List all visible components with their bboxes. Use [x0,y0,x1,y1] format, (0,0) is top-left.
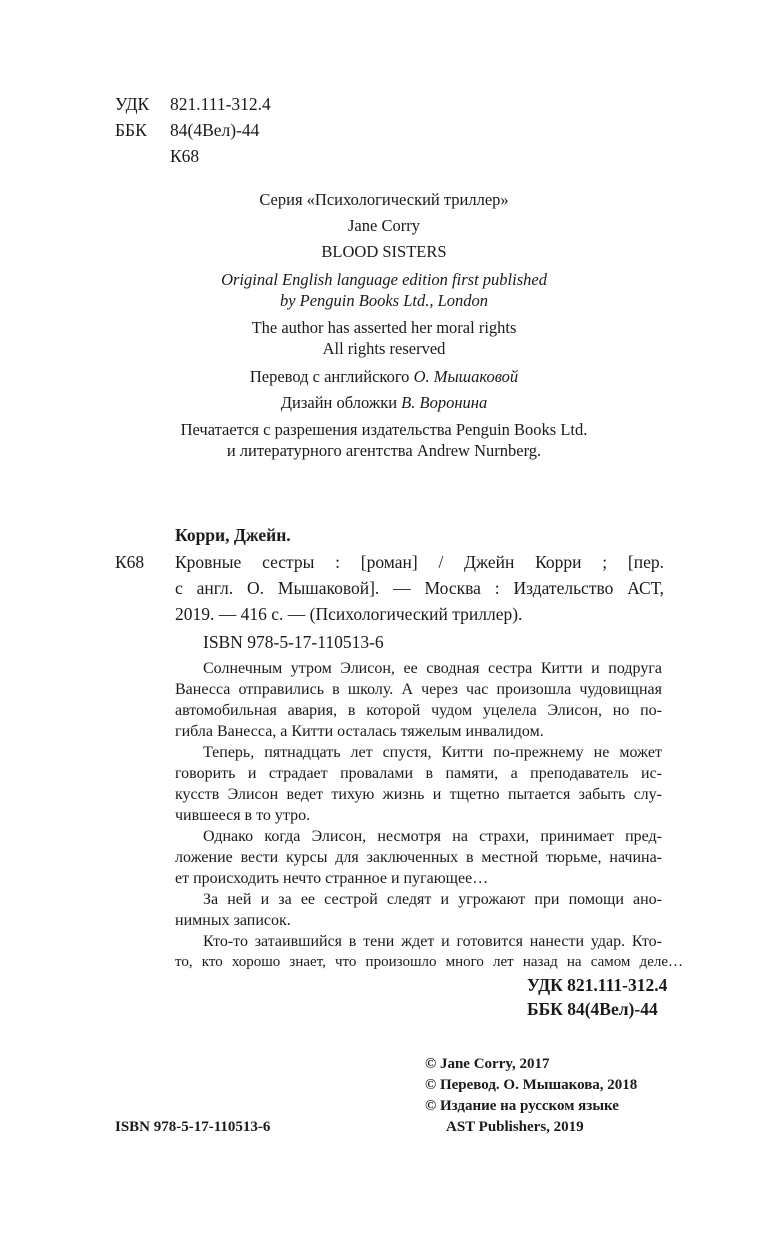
permission-line-2: и литературного агентства Andrew Nurnberg. [226,441,542,460]
annotation-p3-line-2: ложение вести курсы для заключенных в местной тюрьме, начина- [175,849,662,866]
annotation-p2-line-2: говорить и страдает провалами в памяти, а преподаватель ис- [175,765,662,782]
translation-prefix: Перевод с английского [249,367,410,386]
author-en: Jane Corry [348,216,420,235]
isbn-bottom: ISBN 978-5-17-110513-6 [115,1119,271,1135]
annotation-p4-line-1: За ней и за ее сестрой следят и угрожают при помощи ано- [203,891,662,908]
biblio-mark: К68 [115,552,145,572]
title-en: BLOOD SISTERS [321,242,447,261]
annotation-p2-line-4: чившееся в то утро. [175,807,311,824]
annotation-p3-line-3: ет происходить нечто странное и пугающее… [175,870,489,887]
annotation-p2-line-1: Теперь, пятнадцать лет спустя, Китти по-прежнему не может [203,744,662,761]
cover-designer-name: В. Воронина [401,393,488,412]
copyright-line-3: © Издание на русском языке [425,1098,619,1114]
biblio-line-3: 2019. — 416 с. — (Психологический триллер). [175,604,523,624]
udk-value: 821.111-312.4 [170,94,271,114]
cover-design-prefix: Дизайн обложки [280,393,398,412]
biblio-line-2: с англ. О. Мышаковой]. — Москва : Издательство АСТ, [175,578,664,598]
original-edition-line-1: Original English language edition first published [221,270,547,289]
author-mark: К68 [170,146,200,166]
copyright-line-1: © Jane Corry, 2017 [425,1056,550,1072]
annotation-p5-line-2: то, кто хорошо знает, что произошло много лет назад на самом деле… [175,954,683,970]
biblio-line-1: Кровные сестры : [роман] / Джейн Корри ; [пер. [175,552,664,572]
series-line: Серия «Психологический триллер» [259,190,509,209]
annotation-p1-line-4: гибла Ванесса, а Китти осталась тяжелым инвалидом. [175,723,544,740]
author-heading: Корри, Джейн. [175,525,291,545]
cover-design-line [0,392,768,414]
rights-line-1: The author has asserted her moral rights [251,318,517,337]
annotation-p1-line-1: Солнечным утром Элисон, ее сводная сестра Китти и подруга [203,660,662,677]
bbk-bottom: ББК 84(4Вел)-44 [527,999,658,1019]
annotation-p2-line-3: кусств Элисон ведет тихую жизнь и тщетно пытается забыть слу- [175,786,662,803]
copyright-line-2: © Перевод. О. Мышакова, 2018 [425,1077,638,1093]
translation-line [0,366,768,388]
rights-line-2: All rights reserved [322,339,446,358]
permission-line-1: Печатается с разрешения издательства Penguin Books Ltd. [180,420,588,439]
annotation-p1-line-3: автомобильная авария, в которой чудом уцелела Элисон, но по- [175,702,662,719]
bbk-value: 84(4Вел)-44 [170,120,260,140]
udk-bottom: УДК 821.111-312.4 [527,975,668,995]
original-edition-line-2: by Penguin Books Ltd., London [279,291,489,310]
bbk-label: ББК [115,120,147,140]
copyright-line-4: AST Publishers, 2019 [446,1119,584,1135]
biblio-isbn: ISBN 978-5-17-110513-6 [203,632,384,652]
annotation-p5-line-1: Кто-то затаившийся в тени ждет и готовится нанести удар. Кто- [203,933,662,950]
annotation-p3-line-1: Однако когда Элисон, несмотря на страхи, принимает пред- [203,828,662,845]
udk-label: УДК [115,94,150,114]
annotation-p4-line-2: нимных записок. [175,912,291,929]
translator-name: О. Мышаковой [413,367,519,386]
annotation-p1-line-2: Ванесса отправились в школу. А через час произошла чудовищная [175,681,662,698]
